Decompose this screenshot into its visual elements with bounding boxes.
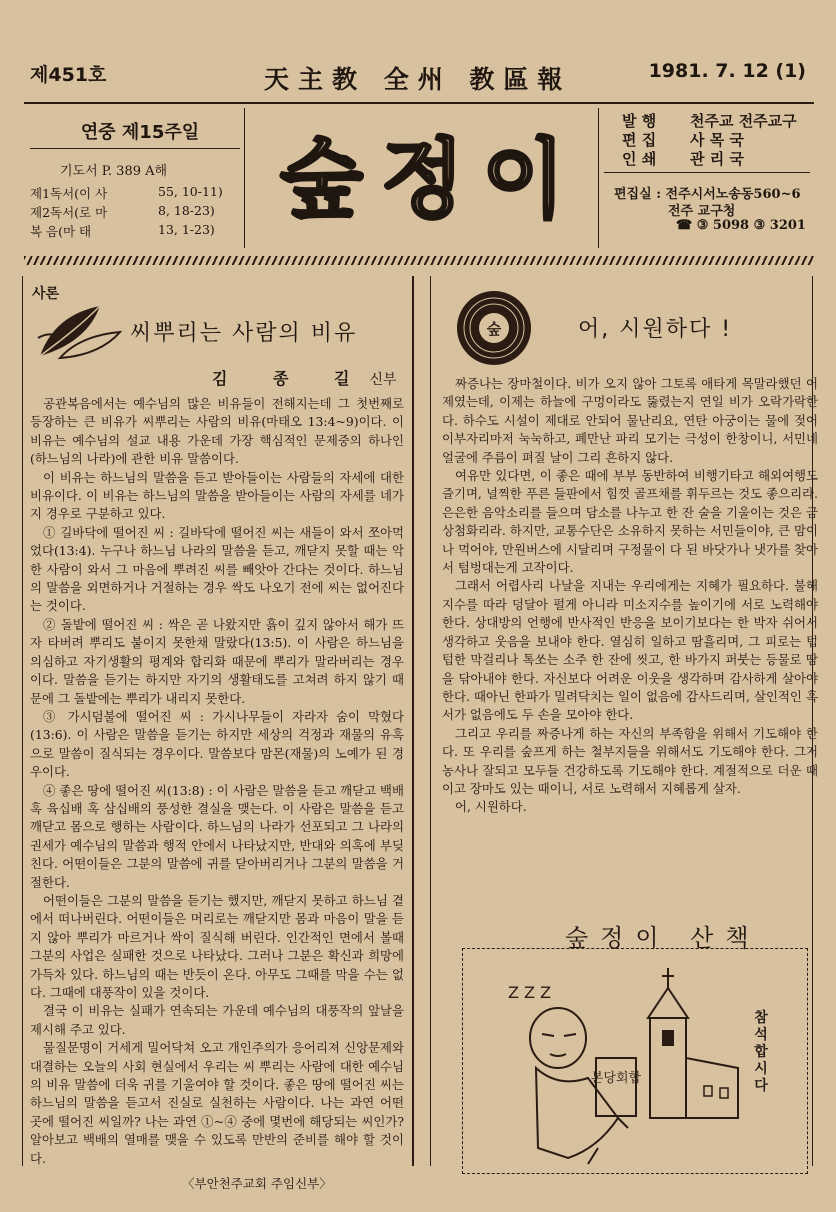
reading-ref: 13, 1-23) [158, 222, 215, 237]
publisher-label: 인 쇄 [622, 150, 657, 168]
column-divider-right [430, 276, 431, 1166]
paragraph: 이 비유는 하느님의 말씀을 듣고 받아들이는 사람들의 자세에 대한 비유이다. 이 비유는 하느님의 말씀을 받아들이는 사람의 자세를 네가지 경우로 구분하고 있다. [30, 469, 404, 522]
issue-number: 제451호 [30, 64, 107, 86]
seed-leaf-icon [30, 298, 126, 362]
paper-title: 天主教 全州 教區報 [264, 65, 572, 94]
paragraph: 공관복음에서는 예수님의 많은 비유들이 전해지는데 그 첫번째로 등장하는 큰 비유가 씨뿌리는 사람의 비유(마태오 13:4~9)이다. 이 비유는 예수님의 설교 내용 가운데 가장 핵심적인 문제중의 하나인 (하느님의 나라)에 관한 비유 말씀이다. [30, 396, 404, 467]
church-sleeper-drawing [478, 958, 748, 1168]
issue-date: 1981. 7. 12 (1) [648, 60, 806, 82]
sunday-title: 연중 제15주일 [80, 122, 200, 143]
prayer-book-ref: 기도서 P. 389 A해 [60, 164, 168, 179]
publisher-divider [598, 108, 599, 248]
leaf-illustration [30, 298, 126, 362]
column-body [442, 375, 818, 817]
editorial-address-line2: 전주 교구청 [668, 204, 736, 219]
zzz-text: Z Z Z [508, 983, 552, 1002]
liturgy-rule [30, 148, 240, 149]
author-signature: 〈부안천주교회 주임신부〉 [182, 1176, 332, 1191]
phone-numbers: ☎ ③ 5098 ③ 3201 [676, 218, 806, 233]
reading-label: 복 음(마 태 [30, 224, 92, 239]
sign-text: 본당회합 [590, 1071, 642, 1086]
paragraph: 어떤이들은 그분의 말씀을 듣기는 했지만, 깨닫지 못하고 하느님 곁에서 떠나버린다. 어떤이들은 머리로는 깨닫지만 몸과 마음이 말을 듣지 않아 뿌리가 마르거나 싹이 질식해 버린다. 인간적인 면에서 볼때 그분의 사업은 실패한 것으로 나타났다. 그러나 그분은 확신과 희망에 가득차 있다. 하느님의 때는 반듯이 온다. 아무도 그때를 막을 수는 없다. 그때에 대풍작이 있을 것이다. [30, 892, 404, 1000]
reading-ref: 55, 10-11) [158, 184, 223, 199]
editorial-author [212, 366, 397, 389]
column-badge [454, 288, 534, 368]
hatched-divider [24, 256, 814, 265]
paragraph: 그리고 우리를 짜증나게 하는 자신의 부족함을 위해서 기도해야 한다. 또 우리를 숲프게 하는 철부지들을 위해서도 기도해야 한다. 그저 농사나 잘되고 모두들 건강하도록 기도해야 한다. 계절적으로 더운 때이고 장마도 있는 때이니, 서로 노력해서 지혜롭게 살자. [442, 725, 818, 796]
publisher-label: 편 집 [622, 131, 657, 149]
paragraph: ② 돌밭에 떨어진 씨 : 싹은 곧 나왔지만 흙이 깊지 않아서 해가 뜨자 타버려 뿌리도 붙이지 못한채 말랐다(13:5). 이 사람은 하느님을 의심하고 자기생활의 평계와 합리화 때문에 뿌리가 말라버리는 경우이다. 말씀을 듣기는 하지만 자기의 생활태도를 고쳐려 하지 않기 때문에 그 돌밭에는 뿌리가 내리지 못한다. [30, 616, 404, 706]
masthead-title: 숲정이 [280, 130, 584, 230]
paragraph: 물질문명이 거세게 밀어닥쳐 오고 개인주의가 응어리져 신앙문제와 대결하는 오늘의 사회 현실에서 우리는 씨 뿌리는 사람에 대한 예수님의 비유 말씀에 더욱 귀를 기울여야 할 것이다. 좋은 땅에 떨어진 씨는 하느님의 말씀을 듣고서 진실로 실천하는 사람이다. 나는 과연 어떤 곳에 떨어진 씨일까? 나는 과연 ①~④ 중에 몇번에 해당되는 씨인가? 알아보고 백배의 열매를 맺을 수 있도록 만반의 준비를 해야 할 것이다. [30, 1040, 404, 1166]
paragraph: ① 길바닥에 떨어진 씨 : 길바닥에 떨어진 씨는 새들이 와서 쪼아먹었다(13:4). 누구나 하느님 나라의 말씀을 듣고, 깨닫지 못할 때는 악한 사람이 와서 그 마음에 뿌려진 씨를 빼앗아 간다는 것이다. 하느님의 말씀을 외면하거나 거절하는 경우 싹도 나오기 전에 씨는 없어진다는 것이다. [30, 524, 404, 614]
liturgy-divider [244, 108, 245, 248]
cartoon-illustration [478, 958, 748, 1168]
editorial-body [30, 395, 404, 1168]
record-badge-icon [454, 288, 534, 368]
reading-ref: 8, 18-23) [158, 203, 215, 218]
publisher-rule [604, 172, 810, 173]
paragraph: 어, 시원하다. [455, 799, 527, 815]
section-label: 사론 [32, 286, 60, 302]
publisher-value: 관 리 국 [690, 150, 744, 168]
paragraph: ④ 좋은 땅에 떨어진 씨(13:8) : 이 사람은 말씀을 듣고 깨닫고 백배 혹 육십배 혹 삼십배의 풍성한 결실을 맺는다. 이 사람은 말씀을 듣고 깨닫고 몸으로 행하는 사람이다. 하느님의 나라가 선포되고 그 나라의 권세가 예수님의 말씀과 행적 안에서 나타났지만, 반대와 의혹에 부딪친다. 어떤이들은 그분의 말씀에 귀를 닫아버리거나 그분의 말씀을 거절한다. [30, 782, 404, 890]
author-role: 신부 [369, 372, 397, 388]
reading-label: 제2독서(로 마 [30, 205, 108, 220]
column-title: 어, 시원하다 ! [578, 317, 733, 342]
column-divider [412, 276, 414, 1166]
publisher-value: 사 목 국 [690, 131, 744, 149]
cartoon-title: 숲정이 산책 [565, 924, 761, 952]
badge-text: 숲 [486, 320, 502, 338]
author-name: 김 종 길 [212, 369, 370, 388]
paragraph: ③ 가시덤불에 떨어진 씨 : 가시나무들이 자라자 숨이 막혔다(13:6). 이 사람은 말씀을 듣기는 하지만 세상의 걱정과 재물의 유혹으로 말씀이 질식되는 경우이다. 말씀보다 맘몬(재물)의 노예가 된 경우이다. [30, 708, 404, 780]
header-rule [24, 102, 814, 104]
publisher-label: 발 행 [622, 112, 657, 130]
reading-label: 제1독서(이 사 [30, 186, 108, 201]
paragraph: 여유만 있다면, 이 좋은 때에 부부 동반하여 비행기타고 해외여행도 즐기며, 널찍한 푸른 들판에서 힘껏 골프채를 휘두르는 것도 좋으리라. 은은한 음악소리를 들으며 담소를 나누고 한 잔 술을 기울이는 것은 금상첨화리라. 하지만, 교통수단은 소유하지 못하는 서민들이야, 큰 맘이나 먹어야, 만원버스에 시달리며 구정물이 다 된 바닷가나 냇가를 찾아서 텀벙대는게 고작이다. [442, 468, 818, 576]
publisher-value: 천주교 전주교구 [690, 112, 797, 130]
cartoon-caption: 참석합시다 [754, 1010, 768, 1094]
paragraph: 짜증나는 장마철이다. 비가 오지 않아 그토록 애타게 목말라했던 어제였는데, 이제는 하늘에 구멍이라도 뚫렸는지 연일 비가 오락가락한다. 하수도 시설이 제대로 안되어 물난리요, 연탄 아궁이는 물에 젖어 이부자리마저 눅눅하고, 폐만난 파리 모기는 극성이 한창이니, 서민네 얼굴에 주름이 펴질 날이 그리 흔하지 않다. [442, 376, 818, 465]
editorial-address: 편집실 : 전주시서노송동560~6 [614, 187, 801, 202]
editorial-title: 씨뿌리는 사람의 비유 [130, 321, 358, 346]
paragraph: 그래서 어렵사리 나날을 지내는 우리에게는 지혜가 필요하다. 불해지수를 따라 덩달아 펄게 아니라 미소지수를 높이기에 서로 노력해야 한다. 상대방의 언행에 반사적인 반응을 보이기보다는 한 박자 쉬어서 생각하고 웃음을 보내야 한다. 열심히 일하고 땀흘리며, 그 피로는 텁텁한 막걸리나 톡쏘는 소주 한 잔에 씻고, 한 바가지 퍼붓는 등물로 땀을 닦아내야 한다. 자신보다 어려운 이웃을 생각하며 감사하게 살아야 한다. 때아닌 한파가 밀려닥치는 일이 없음에 감사드리며, 살인적인 혹서가 없음에도 두 손을 모아야 한다. [442, 578, 818, 723]
paragraph: 결국 이 비유는 실패가 연속되는 가운데 예수님의 대풍작의 앞날을 제시해 주고 있다. [30, 1003, 404, 1037]
left-border [22, 276, 23, 1166]
header-bar [24, 56, 814, 100]
